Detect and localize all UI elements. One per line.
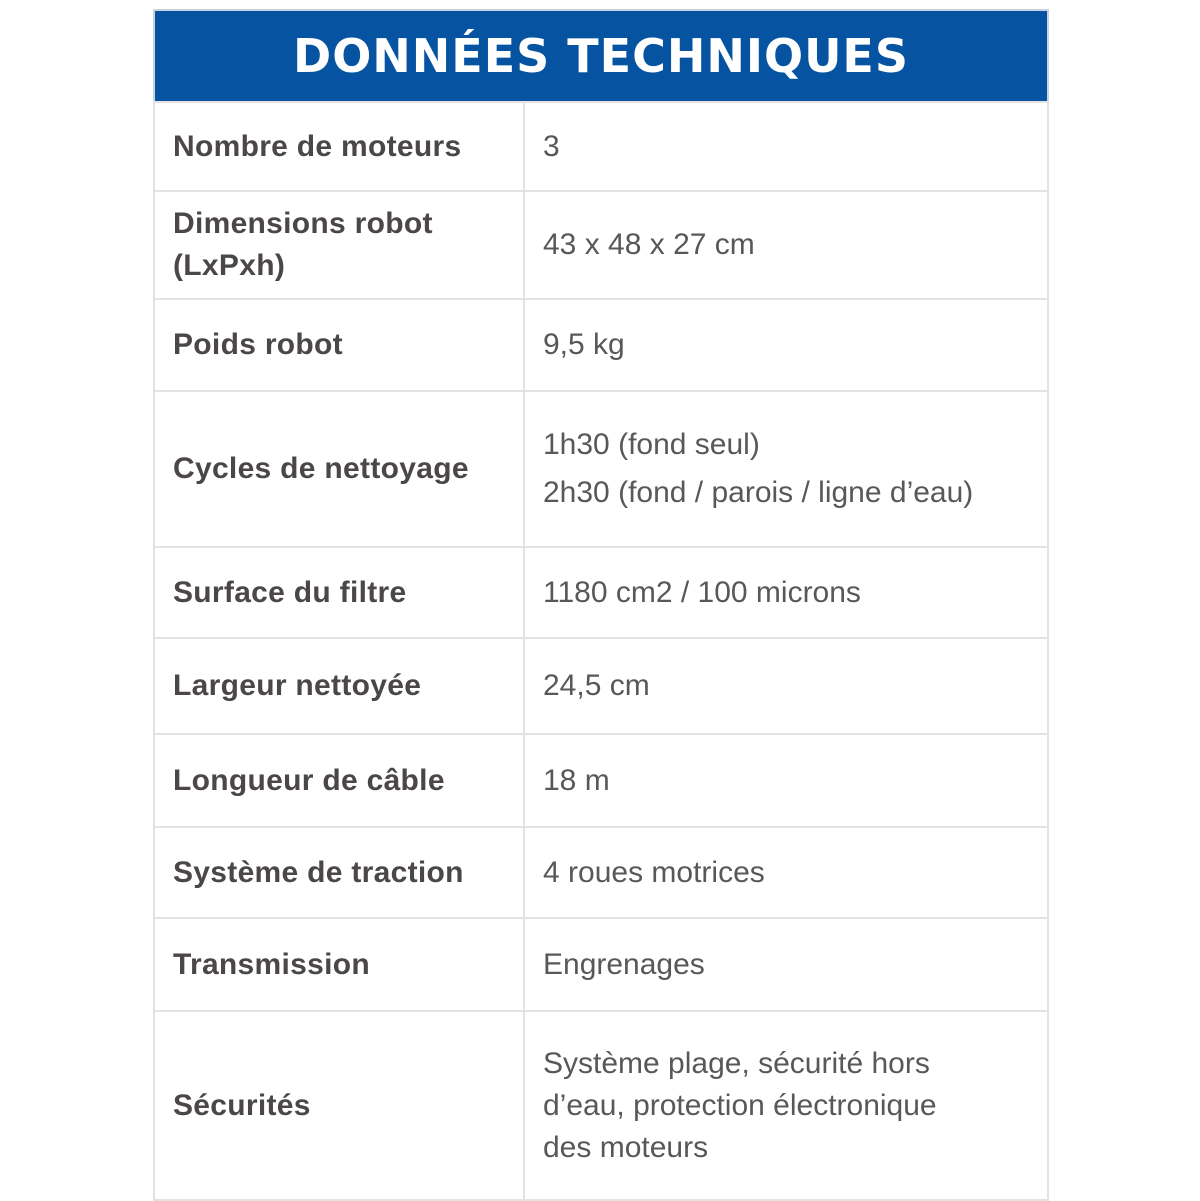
spec-label-cell xyxy=(155,392,525,546)
spec-value-cell xyxy=(525,548,1047,637)
spec-label: Largeur nettoyée xyxy=(173,669,422,702)
spec-value: 18 m xyxy=(543,763,610,797)
spec-row xyxy=(155,390,1047,546)
spec-value: 24,5 cm xyxy=(543,669,650,702)
spec-label: Sécurités xyxy=(173,1088,311,1122)
spec-label-cell xyxy=(155,548,525,637)
spec-row xyxy=(155,917,1047,1010)
spec-value: d’eau, protection électronique xyxy=(543,1088,937,1122)
spec-label-cell xyxy=(155,639,525,733)
spec-value-cell xyxy=(525,828,1047,917)
spec-value: 43 x 48 x 27 cm xyxy=(543,228,755,261)
spec-row xyxy=(155,190,1047,298)
spec-value-cell xyxy=(525,639,1047,733)
spec-label: Surface du filtre xyxy=(173,575,407,609)
spec-rows xyxy=(155,101,1047,1199)
spec-label-cell xyxy=(155,103,525,190)
spec-row xyxy=(155,546,1047,637)
spec-label-cell xyxy=(155,919,525,1010)
spec-label: Longueur de câble xyxy=(173,763,445,797)
spec-label-cell xyxy=(155,828,525,917)
spec-label: (LxPxh) xyxy=(173,249,286,282)
spec-label: Transmission xyxy=(173,947,371,981)
spec-value-cell xyxy=(525,919,1047,1010)
spec-row xyxy=(155,1010,1047,1199)
spec-value-cell xyxy=(525,735,1047,826)
spec-label: Cycles de nettoyage xyxy=(173,452,469,485)
spec-row xyxy=(155,733,1047,826)
spec-label: Nombre de moteurs xyxy=(173,129,462,163)
spec-label-cell xyxy=(155,192,525,298)
spec-label: Dimensions robot xyxy=(173,207,433,240)
spec-label: Système de traction xyxy=(173,855,464,889)
spec-value: des moteurs xyxy=(543,1130,709,1164)
spec-label-cell xyxy=(155,1012,525,1199)
spec-value: 2h30 (fond / parois / ligne d’eau) xyxy=(543,476,974,509)
spec-value: Système plage, sécurité hors xyxy=(543,1046,930,1080)
spec-value: 1180 cm2 / 100 microns xyxy=(543,575,861,609)
spec-value: 1h30 (fond seul) xyxy=(543,428,760,461)
spec-value: 3 xyxy=(543,129,560,163)
spec-row xyxy=(155,637,1047,733)
spec-value: Engrenages xyxy=(543,947,705,981)
spec-value-cell xyxy=(525,392,1047,546)
spec-row xyxy=(155,826,1047,917)
spec-label: Poids robot xyxy=(173,328,343,361)
spec-value: 4 roues motrices xyxy=(543,855,765,889)
spec-value-cell xyxy=(525,300,1047,390)
spec-row xyxy=(155,101,1047,190)
spec-value-cell xyxy=(525,103,1047,190)
spec-row xyxy=(155,298,1047,390)
spec-label-cell xyxy=(155,300,525,390)
tech-specs-table xyxy=(153,9,1049,1201)
spec-value-cell xyxy=(525,192,1047,298)
table-title: DONNÉES TECHNIQUES xyxy=(153,9,1049,101)
spec-label-cell xyxy=(155,735,525,826)
spec-value: 9,5 kg xyxy=(543,328,625,361)
spec-value-cell xyxy=(525,1012,1047,1199)
